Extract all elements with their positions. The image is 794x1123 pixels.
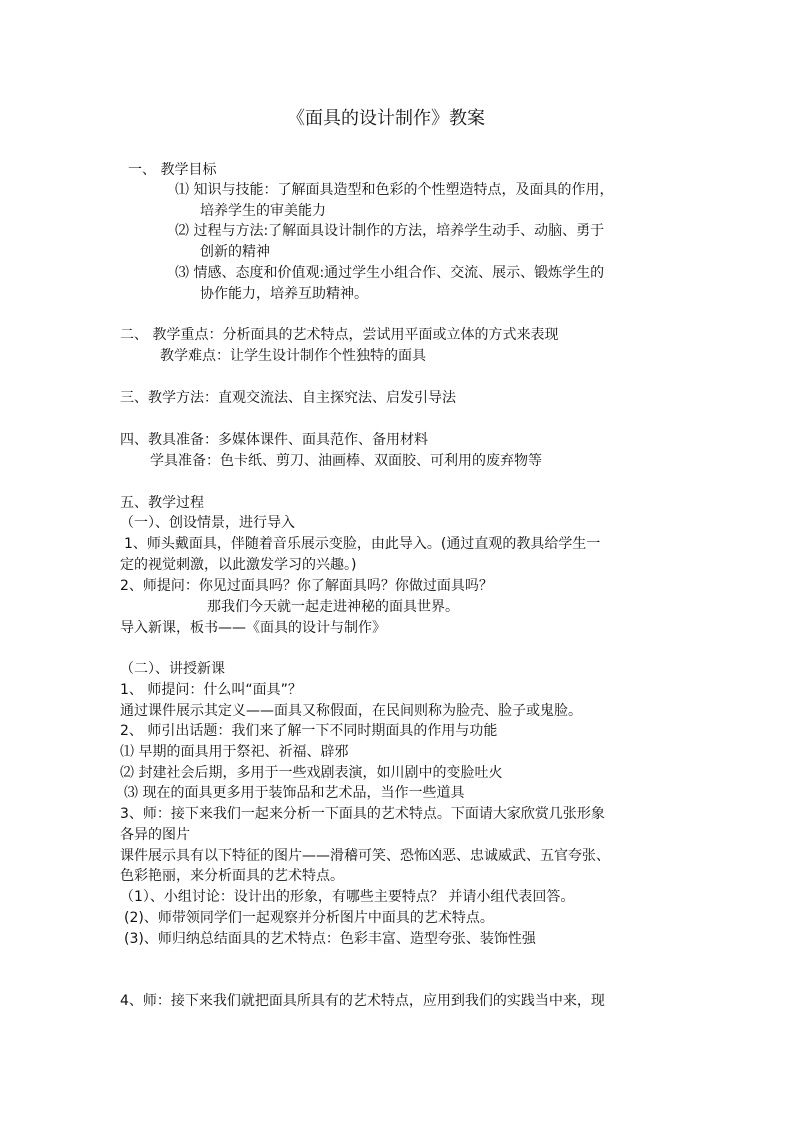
section-2-difficulties: 教学难点：让学生设计制作个性独特的面具 xyxy=(160,348,426,364)
part-1-line-3: 2、师提问：你见过面具吗？你了解面具吗？你做过面具吗？ xyxy=(120,578,493,594)
objective-1-line-1: ⑴ 知识与技能：了解面具造型和色彩的个性塑造特点，及面具的作用， xyxy=(175,182,614,198)
part-2-line-13: (3)、师归纳总结面具的艺术特点：色彩丰富、造型夸张、装饰性强 xyxy=(124,931,536,947)
document-title: 《面具的设计制作》教案 xyxy=(287,108,485,129)
part-2-line-11: （1）、小组讨论：设计出的形象，有哪些主要特点？ 并请小组代表回答。 xyxy=(120,889,575,905)
part-1-line-5: 导入新课，板书——《面具的设计与制作》 xyxy=(120,620,386,636)
part-2-line-9: 课件展示具有以下特征的图片——滑稽可笑、恐怖凶恶、忠诚威武、五官夸张、 xyxy=(120,848,610,864)
objective-3-line-2: 协作能力，培养互助精神。 xyxy=(200,286,368,302)
objective-1-line-2: 培养学生的审美能力 xyxy=(200,203,326,219)
part-2-line-3: 2、 师引出话题：我们来了解一下不同时期面具的作用与功能 xyxy=(120,723,498,739)
part-2-line-6: ⑶ 现在的面具更多用于装饰品和艺术品，当作一些道具 xyxy=(124,785,465,801)
objective-3-line-1: ⑶ 情感、态度和价值观:通过学生小组合作、交流、展示、锻炼学生的 xyxy=(175,265,605,281)
section-4-student-aids: 学具准备：色卡纸、剪刀、油画棒、双面胶、可利用的废弃物等 xyxy=(150,453,542,469)
section-5-heading: 五、教学过程 xyxy=(120,495,204,511)
part-2-line-8: 各异的图片 xyxy=(120,827,190,843)
part-2-line-7: 3、师：接下来我们一起来分析一下面具的艺术特点。下面请大家欣赏几张形象 xyxy=(120,806,605,822)
section-1-heading: 一、 教学目标 xyxy=(128,162,217,178)
part-2-line-12: (2)、师带领同学们一起观察并分析图片中面具的艺术特点。 xyxy=(124,910,494,926)
part-2-heading: （二）、讲授新课 xyxy=(120,661,225,677)
part-1-heading: （一）、创设情景，进行导入 xyxy=(120,515,295,531)
part-2-line-4: ⑴ 早期的面具用于祭祀、祈福、辟邪 xyxy=(120,744,349,760)
part-2-line-14: 4、师：接下来我们就把面具所具有的艺术特点，应用到我们的实践当中来，现 xyxy=(120,993,605,1009)
part-1-line-2: 定的视觉刺激，以此激发学习的兴趣。) xyxy=(120,557,357,573)
section-3-methods: 三、教学方法：直观交流法、自主探究法、启发引导法 xyxy=(120,390,456,406)
part-2-line-1: 1、 师提问：什么叫“面具”？ xyxy=(120,682,302,698)
section-4-teaching-aids: 四、教具准备：多媒体课件、面具范作、备用材料 xyxy=(120,432,428,448)
part-1-line-1: 1、师头戴面具，伴随着音乐展示变脸，由此导入。(通过直观的教具给学生一 xyxy=(124,536,601,552)
section-2-key-points: 二、 教学重点：分析面具的艺术特点，尝试用平面或立体的方式来表现 xyxy=(120,327,559,343)
part-2-line-5: ⑵ 封建社会后期，多用于一些戏剧表演，如川剧中的变脸吐火 xyxy=(120,765,503,781)
part-2-line-2: 通过课件展示其定义——面具又称假面，在民间则称为脸壳、脸子或鬼脸。 xyxy=(120,703,582,719)
objective-2-line-2: 创新的精神 xyxy=(200,244,270,260)
part-2-line-10: 色彩艳丽，来分析面具的艺术特点。 xyxy=(120,868,344,884)
part-1-line-4: 那我们今天就一起走进神秘的面具世界。 xyxy=(207,599,459,615)
objective-2-line-1: ⑵ 过程与方法:了解面具设计制作的方法，培养学生动手、动脑、勇于 xyxy=(175,223,605,239)
